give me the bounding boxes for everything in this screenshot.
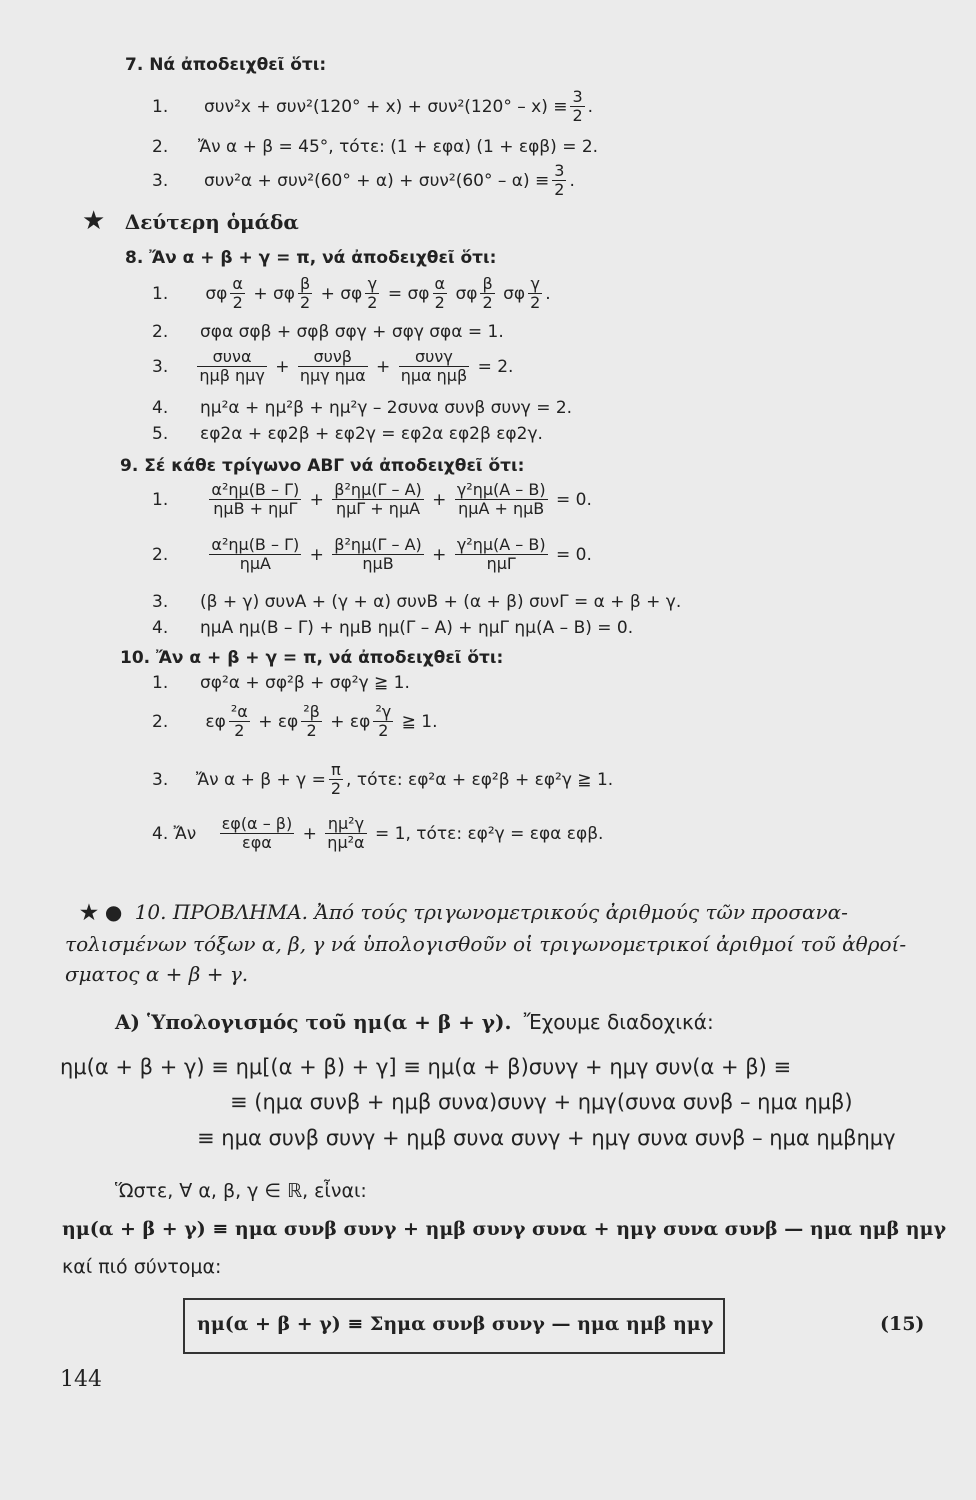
exercise-8-item-4: 4. ημ²α + ημ²β + ημ²γ – 2συνα συνβ συνγ = 2.	[152, 398, 573, 418]
exercise-9-item-3: 3. (β + γ) συνΑ + (γ + α) συνΒ + (α + β) συνΓ = α + β + γ.	[152, 592, 682, 612]
exercise-9-item-1: 1. $\frac{\text{α²ημ(Β – Γ)}}{\text{ημΒ + ημΓ}}$ + $\frac{\text{β²ημ(Γ – Α)}}{\text{ημΓ + ημΑ}}$ + $\frac{\text{γ²ημ(Α – Β)}}{\text{ημΑ + ημΒ}}$ = 0.	[152, 480, 592, 519]
exercise-10-heading: 10. Ἄν α + β + γ = π, νά ἀποδειχθεῖ ὅτι:	[120, 648, 504, 668]
conclusion-text: Ὥστε, ∀ α, β, γ ∈ ℝ, εἶναι:	[115, 1180, 367, 1202]
exercise-7-item-3: 3. συν²α + συν²(60° + α) + συν²(60° – α) ≡ $\frac{3}{2}$ .	[152, 161, 575, 200]
exercise-9-item-2: 2. $\frac{\text{α²ημ(Β – Γ)}}{\text{ημΑ}}$ + $\frac{\text{β²ημ(Γ – Α)}}{\text{ημΒ}}$ + $\frac{\text{γ²ημ(Α – Β)}}{\text{ημΓ}}$ = 0.	[152, 535, 592, 574]
equation-line-1: ημ(α + β + γ) ≡ ημ[(α + β) + γ] ≡ ημ(α + β)συνγ + ημγ συν(α + β) ≡	[60, 1055, 792, 1079]
result-formula: ημ(α + β + γ) ≡ ημα συνβ συνγ + ημβ συνγ συνα + ημγ συνα συνβ — ημα ημβ ημγ	[62, 1218, 947, 1240]
exercise-8-heading: 8. Ἄν α + β + γ = π, νά ἀποδειχθεῖ ὅτι:	[125, 248, 497, 268]
star-icon: ★	[82, 206, 106, 236]
page-number: 144	[60, 1367, 102, 1392]
exercise-7-item-2: 2. Ἄν α + β = 45°, τότε: (1 + εφα) (1 + εφβ) = 2.	[152, 137, 599, 157]
exercise-10-item-2: 2. εφ $\frac{\text{²α}}{2}$ + εφ $\frac{\text{²β}}{2}$ + εφ $\frac{\text{²γ}}{2}$ ≧ 1.	[152, 702, 438, 741]
exercise-9-heading: 9. Σέ κάθε τρίγωνο ΑΒΓ νά ἀποδειχθεῖ ὅτι:	[120, 456, 525, 476]
problem-marks: ★ ●	[80, 900, 123, 924]
exercise-10-item-4: 4. Ἄν $\frac{\varepsilon\varphi(\alpha - \beta)}{\text{εφα}}$ + $\frac{\text{ημ²γ}}{\text{ημ²α}}$ = 1, τότε: εφ²γ = εφα εφβ.	[152, 814, 604, 853]
exercise-8-item-5: 5. εφ2α + εφ2β + εφ2γ = εφ2α εφ2β εφ2γ.	[152, 424, 543, 444]
exercise-8-item-1: 1. σφ $\frac{\alpha}{2}$ + σφ $\frac{\beta}{2}$ + σφ $\frac{\gamma}{2}$ = σφ $\frac{\alpha}{2}$ σφ $\frac{\beta}{2}$ σφ $\frac{\gamma}{2}$ .	[152, 274, 551, 313]
exercise-9-item-4: 4. ημΑ ημ(Β – Γ) + ημΒ ημ(Γ – Α) + ημΓ ημ(Α – Β) = 0.	[152, 618, 634, 638]
exercise-10-item-1: 1. σφ²α + σφ²β + σφ²γ ≧ 1.	[152, 673, 410, 693]
section-heading: ★ Δεύτερη ὁμάδα	[82, 206, 299, 236]
exercise-10-item-3: 3. Ἄν α + β + γ = $\frac{\pi}{2}$ , τότε: εφ²α + εφ²β + εφ²γ ≧ 1.	[152, 760, 614, 799]
problem-title-line-3: σματος α + β + γ.	[65, 962, 249, 986]
problem-title-line-2: τολισμένων τόξων α, β, γ νά ὑπολογισθοῦν οἱ τριγωνομετρικοί ἀριθμοί τοῦ ἀθροί-	[65, 932, 907, 956]
exercise-8-item-3: 3. $\frac{\text{συνα}}{\text{ημβ ημγ}}$ + $\frac{\text{συνβ}}{\text{ημγ ημα}}$ + $\frac{\text{συνγ}}{\text{ημα ημβ}}$ = 2.	[152, 347, 514, 386]
problem-title-line-1: ★ ● 10. ΠΡΟΒΛΗΜΑ. Ἀπό τούς τριγωνομετρικούς ἀριθμούς τῶν προσανα-	[80, 900, 848, 924]
exercise-7-heading: 7. Νά ἀποδειχθεῖ ὅτι:	[125, 55, 327, 75]
part-a-heading: Α) Ὑπολογισμός τοῦ ημ(α + β + γ). Ἔχουμε διαδοχικά:	[115, 1010, 714, 1034]
equation-number: (15)	[880, 1313, 925, 1335]
brief-text: καί πιό σύντομα:	[62, 1256, 222, 1278]
exercise-7-item-1: 1. συν²x + συν²(120° + x) + συν²(120° – x) ≡ $\frac{3}{2}$ .	[152, 87, 594, 126]
equation-line-3: ≡ ημα συνβ συνγ + ημβ συνα συνγ + ημγ συνα συνβ – ημα ημβημγ	[197, 1126, 896, 1150]
equation-line-2: ≡ (ημα συνβ + ημβ συνα)συνγ + ημγ(συνα συνβ – ημα ημβ)	[230, 1090, 853, 1114]
boxed-formula-text: ημ(α + β + γ) ≡ Σημα συνβ συνγ — ημα ημβ ημγ	[197, 1313, 714, 1335]
exercise-8-item-2: 2. σφα σφβ + σφβ σφγ + σφγ σφα = 1.	[152, 322, 504, 342]
